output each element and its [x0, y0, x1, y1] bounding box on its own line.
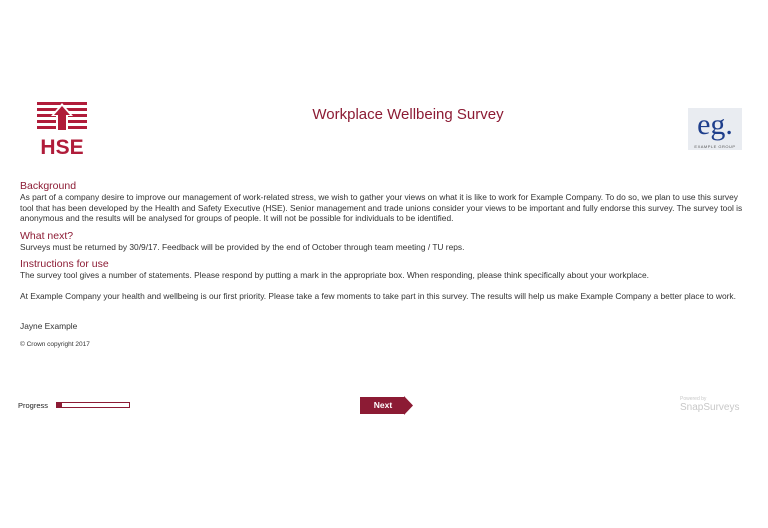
background-heading: Background: [20, 180, 77, 192]
signature: Jayne Example: [20, 321, 78, 331]
progress-bar: [56, 402, 130, 408]
priority-text: At Example Company your health and wellbeing is our first priority. Please take a few moments to take part in this survey. The results will help us make Example Company a better place to work.: [20, 290, 736, 301]
what-next-heading: What next?: [20, 229, 74, 242]
snap-surveys-brand: SnapSurveys: [680, 402, 740, 413]
copyright: © Crown copyright 2017: [20, 340, 90, 348]
example-group-logo-subtext: EXAMPLE GROUP: [694, 144, 736, 149]
what-next-text: Surveys must be returned by 30/9/17. Feedback will be provided by the end of October through team meeting / TU reps.: [20, 241, 465, 252]
powered-by-text: Powered by: [680, 396, 707, 402]
instructions-text: The survey tool gives a number of statements. Please respond by putting a mark in the appropriate box. When responding, please think specifically about your workplace.: [20, 270, 649, 280]
powered-by-snap-surveys: [680, 396, 744, 413]
intro-content: [20, 180, 750, 350]
svg-text:HSE: HSE: [40, 136, 84, 156]
page-title: Workplace Wellbeing Survey: [312, 106, 504, 123]
background-text: As part of a company desire to improve our management of work-related stress, we wish to gather your views on what it is like to work for Example Company. To do so, we plan to use this survey tool that has been developed by the Health and Safety Executive (HSE). Senior management and trade unions consider your views to be important and fully endorse this survey. The survey tool is anonymous and the results will be analysed for groups of people. It will not be possible for individuals to be identified.: [20, 192, 743, 223]
example-group-logo: eg.: [688, 108, 742, 150]
instructions-heading: Instructions for use: [20, 258, 109, 270]
progress-label: Progress: [18, 401, 49, 410]
next-button[interactable]: [360, 396, 413, 415]
next-label: Next: [373, 400, 393, 410]
progress-fill: [57, 403, 62, 407]
